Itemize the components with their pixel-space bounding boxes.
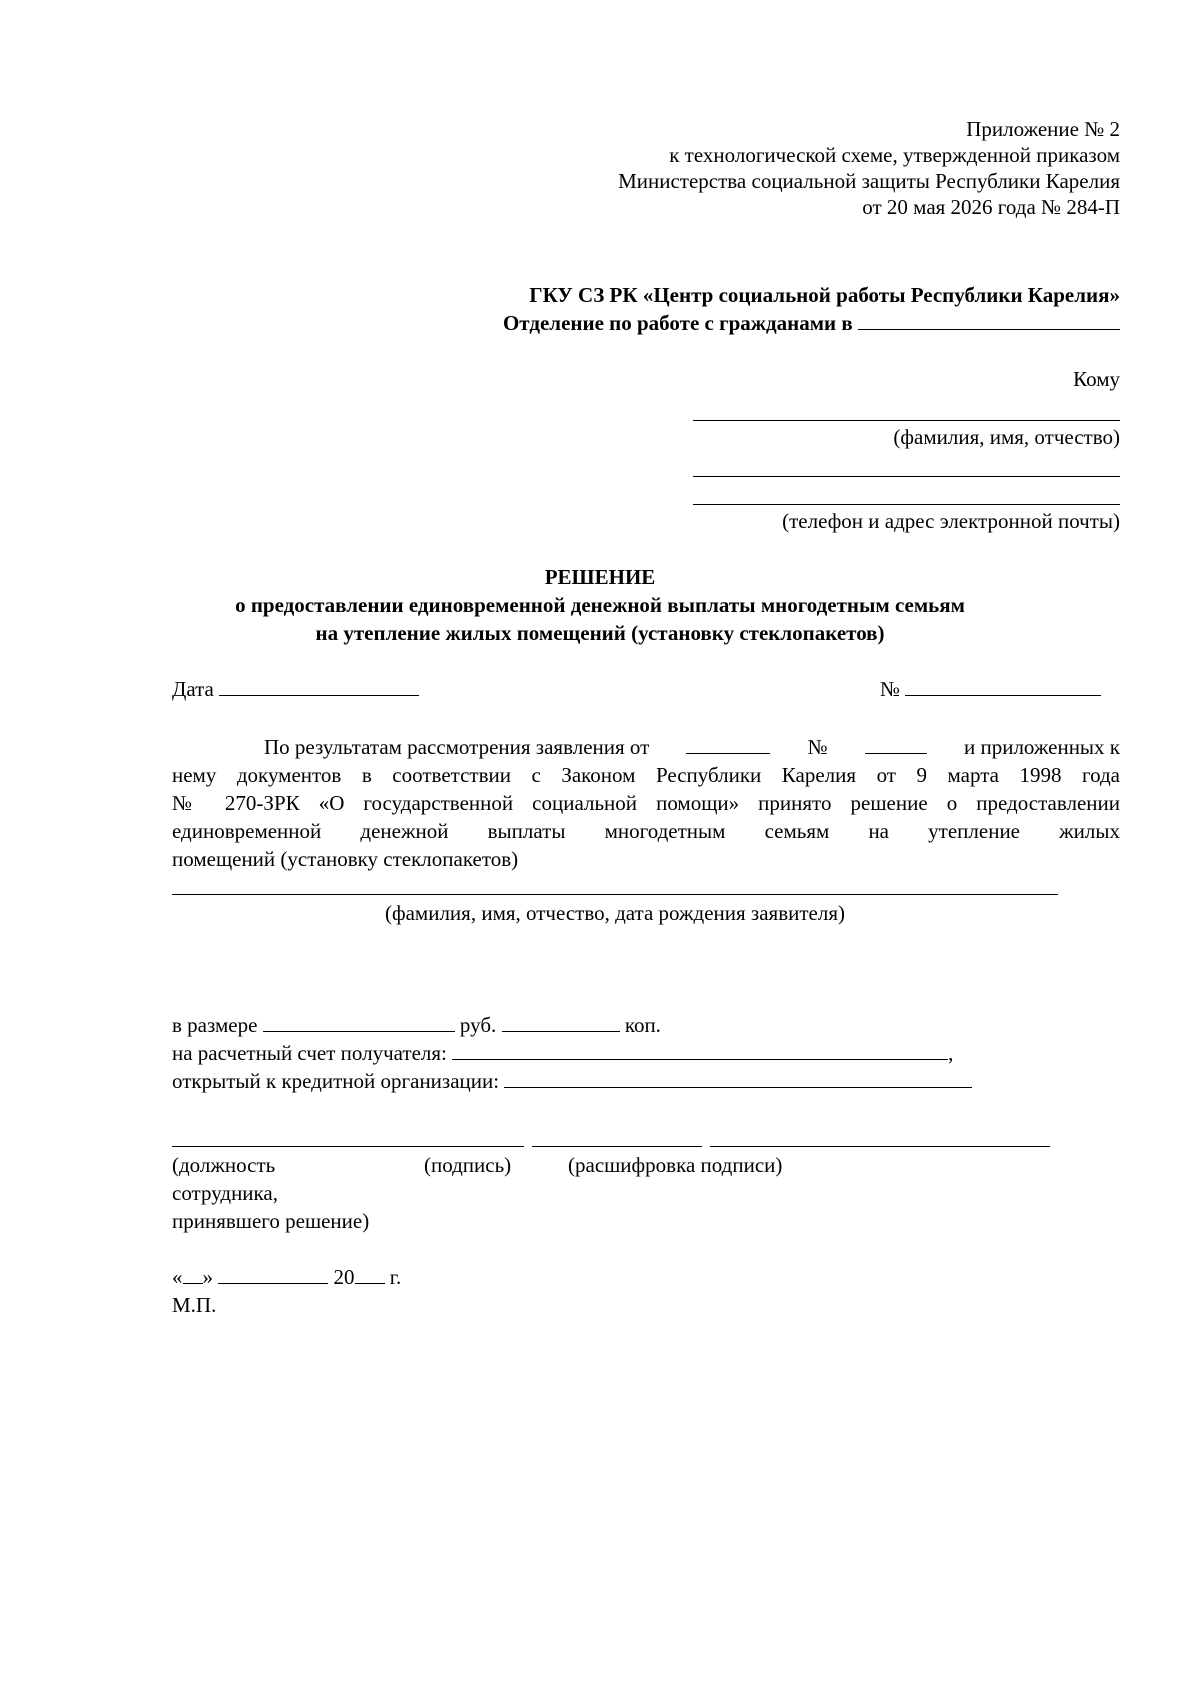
appendix-number: Приложение № 2 bbox=[966, 117, 1120, 141]
application-number-blank[interactable] bbox=[865, 734, 927, 754]
date-field bbox=[172, 676, 419, 702]
addressee-contact-caption: (телефон и адрес электронной почты) bbox=[782, 509, 1120, 533]
applicant-blank[interactable] bbox=[172, 894, 1058, 895]
org-name: ГКУ СЗ РК «Центр социальной работы Республики Карелия» bbox=[529, 283, 1120, 307]
body-line-4: единовременной денежной выплаты многодетным семьям на утепление жилых bbox=[172, 819, 1120, 843]
account-row bbox=[172, 1040, 953, 1066]
date-close-quote: » bbox=[202, 1265, 213, 1289]
body-application-number-label: № bbox=[807, 735, 828, 759]
addressee-extra-blank[interactable] bbox=[693, 476, 1120, 477]
org-dept-blank[interactable] bbox=[858, 310, 1120, 330]
month-blank[interactable] bbox=[218, 1264, 328, 1284]
year-blank[interactable] bbox=[355, 1264, 385, 1284]
signature-date-row bbox=[172, 1264, 401, 1290]
signature-decode-blank[interactable] bbox=[710, 1146, 1050, 1147]
number-label: № bbox=[880, 677, 901, 701]
position-caption-2: сотрудника, bbox=[172, 1181, 278, 1205]
decision-subtitle-2: на утепление жилых помещений (установку стеклопакетов) bbox=[315, 621, 885, 645]
date-open-quote: « bbox=[172, 1265, 183, 1289]
body-attached-label: и приложенных к bbox=[963, 735, 1120, 759]
org-dept-row bbox=[503, 310, 1120, 336]
decision-title: РЕШЕНИЕ bbox=[544, 565, 656, 589]
body-line-2: нему документов в соответствии с Законом Республики Карелия от 9 марта 1998 года bbox=[172, 763, 1120, 787]
addressee-to: Кому bbox=[1073, 367, 1120, 391]
signature-caption: (подпись) bbox=[424, 1153, 512, 1177]
signature-blank[interactable] bbox=[532, 1146, 702, 1147]
number-blank[interactable] bbox=[905, 676, 1101, 696]
appendix-order-date: от 20 мая 2026 года № 284-П bbox=[862, 195, 1120, 219]
applicant-caption: (фамилия, имя, отчество, дата рождения заявителя) bbox=[385, 901, 845, 925]
account-comma: , bbox=[948, 1041, 954, 1065]
date-label: Дата bbox=[172, 677, 214, 701]
appendix-ministry: Министерства социальной защиты Республики Карелия bbox=[618, 169, 1120, 193]
addressee-fio-caption: (фамилия, имя, отчество) bbox=[893, 425, 1120, 449]
account-blank[interactable] bbox=[452, 1040, 948, 1060]
position-caption-1: (должность bbox=[172, 1153, 276, 1177]
date-blank[interactable] bbox=[219, 676, 419, 696]
day-blank[interactable] bbox=[183, 1264, 203, 1284]
rub-label: руб. bbox=[459, 1013, 497, 1037]
amount-label: в размере bbox=[172, 1013, 258, 1037]
amount-kop-blank[interactable] bbox=[502, 1012, 620, 1032]
number-field bbox=[880, 676, 1101, 702]
signature-decode-caption: (расшифровка подписи) bbox=[568, 1153, 783, 1177]
addressee-fio-blank[interactable] bbox=[693, 420, 1120, 421]
bank-blank[interactable] bbox=[504, 1068, 972, 1088]
account-label: на расчетный счет получателя: bbox=[172, 1041, 447, 1065]
bank-row bbox=[172, 1068, 972, 1094]
stamp-place: М.П. bbox=[172, 1293, 217, 1317]
decision-subtitle-1: о предоставлении единовременной денежной выплаты многодетным семьям bbox=[235, 593, 965, 617]
appendix-scheme: к технологической схеме, утвержденной приказом bbox=[669, 143, 1120, 167]
bank-label: открытый к кредитной организации: bbox=[172, 1069, 500, 1093]
position-caption-3: принявшего решение) bbox=[172, 1209, 370, 1233]
amount-rub-blank[interactable] bbox=[263, 1012, 455, 1032]
body-line-5: помещений (установку стеклопакетов) bbox=[172, 847, 519, 871]
amount-row bbox=[172, 1012, 661, 1038]
application-date-blank[interactable] bbox=[686, 734, 770, 754]
body-line-1 bbox=[264, 734, 1120, 760]
position-blank[interactable] bbox=[172, 1146, 524, 1147]
kop-label: коп. bbox=[624, 1013, 661, 1037]
year-suffix: г. bbox=[389, 1265, 402, 1289]
body-line-3: № 270-ЗРК «О государственной социальной помощи» принято решение о предоставлении bbox=[172, 791, 1120, 815]
year-prefix: 20 bbox=[333, 1265, 355, 1289]
body-application-label: По результатам рассмотрения заявления от bbox=[264, 735, 650, 759]
addressee-contact-blank[interactable] bbox=[693, 504, 1120, 505]
org-dept-label: Отделение по работе с гражданами в bbox=[502, 311, 853, 335]
